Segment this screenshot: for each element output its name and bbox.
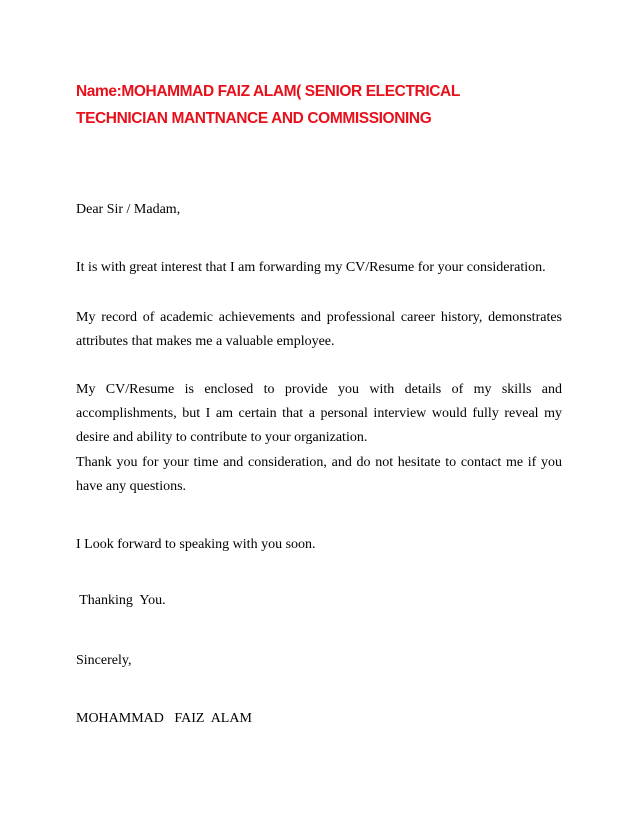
paragraph-interest: It is with great interest that I am forwarding my CV/Resume for your consideration. (76, 260, 546, 275)
heading-line-2: TECHNICIAN MANTNANCE AND COMMISSIONING (76, 110, 432, 127)
closing-line: I Look forward to speaking with you soon. (76, 537, 316, 552)
paragraph-thanks: Thank you for your time and consideration, and do not hesitate to contact me if you have any questions. (76, 455, 562, 494)
thanking-line: Thanking You. (76, 593, 166, 608)
letter-heading (76, 78, 566, 132)
paragraph-enclosed: My CV/Resume is enclosed to provide you with details of my skills and accomplishments, but I am certain that a personal interview would fully reveal my desire and ability to contribute to your organization. (76, 382, 562, 445)
salutation: Dear Sir / Madam, (76, 202, 181, 217)
heading-line-1: Name:MOHAMMAD FAIZ ALAM( SENIOR ELECTRICAL (76, 83, 460, 100)
paragraph-record: My record of academic achievements and professional career history, demonstrates attributes that makes me a valuable employee. (76, 310, 562, 349)
signature-name: MOHAMMAD FAIZ ALAM (76, 711, 252, 726)
sign-off: Sincerely, (76, 653, 132, 668)
